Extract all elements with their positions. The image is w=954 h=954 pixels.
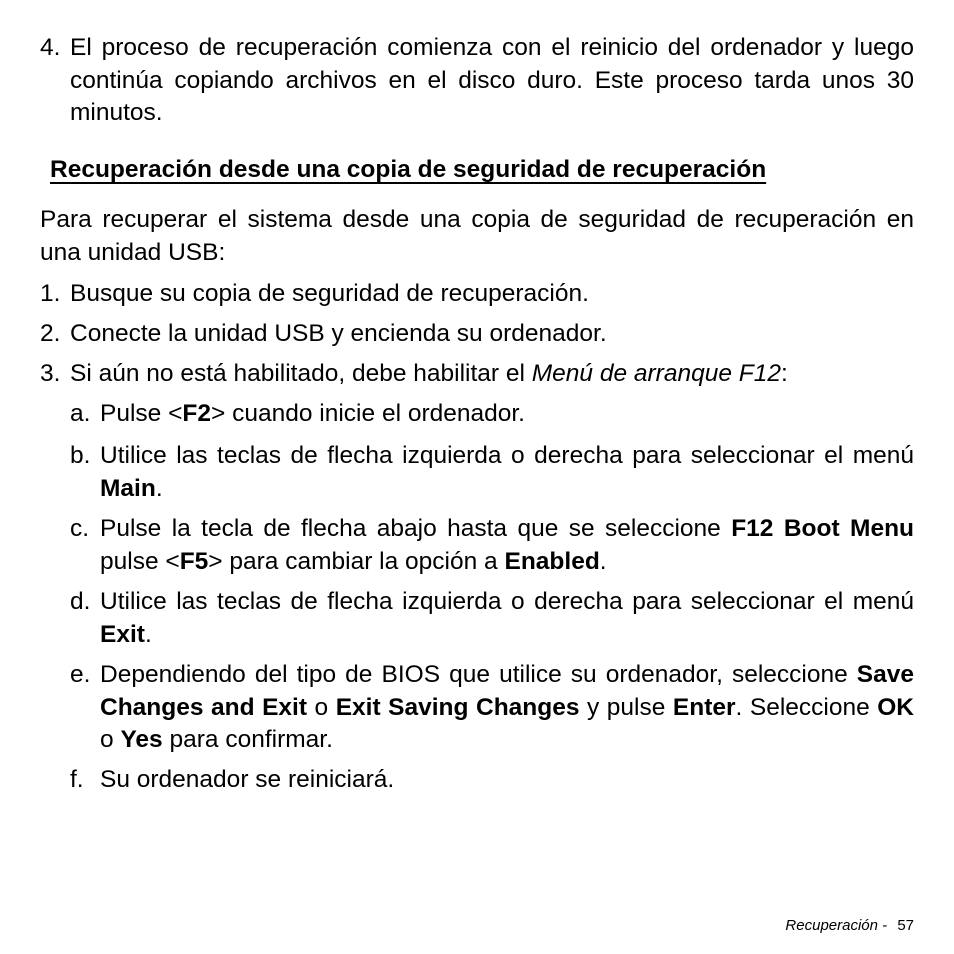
menu-name: F12 Boot Menu bbox=[731, 515, 914, 542]
text-part: y pulse bbox=[579, 693, 673, 721]
substep-a bbox=[70, 398, 914, 431]
step-text: Busque su copia de seguridad de recuperación. bbox=[70, 280, 589, 307]
substep-text bbox=[100, 440, 914, 505]
menu-name: Exit bbox=[100, 620, 145, 648]
step-text bbox=[70, 358, 914, 391]
step-number: 3. bbox=[40, 360, 61, 387]
text-part: > para cambiar la opción a bbox=[208, 547, 505, 575]
option-name: Save Changes and Exit bbox=[100, 661, 914, 721]
substep-label: e. bbox=[70, 661, 91, 688]
intro-paragraph bbox=[40, 204, 914, 269]
option-name: Exit Saving Changes bbox=[335, 693, 580, 721]
text-part: para confirmar. bbox=[162, 726, 333, 753]
substep-b bbox=[70, 440, 914, 505]
text-part: Pulse < bbox=[100, 400, 183, 427]
menu-name-italic: Menú de arranque F12 bbox=[531, 360, 781, 387]
page-footer bbox=[785, 916, 914, 936]
text-part: . bbox=[144, 620, 152, 648]
footer-section: Recuperación - bbox=[785, 917, 888, 934]
substep-label: d. bbox=[70, 588, 91, 615]
step-4 bbox=[40, 32, 914, 130]
text-part: . bbox=[155, 474, 163, 502]
substep-label: f. bbox=[70, 766, 84, 793]
step-number: 4. bbox=[40, 34, 61, 61]
option-name: Yes bbox=[120, 726, 163, 753]
step-3 bbox=[40, 358, 914, 391]
menu-name: Main bbox=[100, 474, 156, 502]
step-text-part: : bbox=[781, 360, 788, 387]
text-part: Utilice las teclas de flecha izquierda o derecha para seleccionar el menú bbox=[100, 442, 914, 469]
step-number: 1. bbox=[40, 280, 61, 307]
text-part: . bbox=[599, 547, 607, 575]
substep-label: a. bbox=[70, 400, 91, 427]
text-part: > cuando inicie el ordenador. bbox=[211, 400, 525, 427]
text-part: Utilice las teclas de flecha izquierda o derecha para seleccionar el menú bbox=[100, 588, 914, 615]
substep-text bbox=[100, 586, 914, 651]
substep-label: b. bbox=[70, 442, 91, 469]
substep-label: c. bbox=[70, 515, 90, 542]
substep-e bbox=[70, 659, 914, 757]
text-part: Dependiendo del tipo de BIOS que utilice su ordenador, seleccione bbox=[100, 661, 857, 688]
step-1 bbox=[40, 278, 914, 311]
substep-text: Su ordenador se reiniciará. bbox=[100, 766, 395, 793]
text-part: Pulse la tecla de flecha abajo hasta que se seleccione bbox=[100, 515, 732, 542]
substep-f bbox=[70, 764, 914, 797]
substep-text bbox=[100, 398, 914, 431]
key-name: Enter bbox=[672, 693, 736, 721]
step-text-part: Si aún no está habilitado, debe habilitar el bbox=[70, 360, 532, 387]
substep-text bbox=[100, 513, 914, 578]
intro-text: Para recuperar el sistema desde una copia de seguridad de recuperación en una unidad USB: bbox=[40, 206, 914, 266]
step-text: El proceso de recuperación comienza con el reinicio del ordenador y luego continúa copiando archivos en el disco duro. Este proceso tarda unos 30 minutos. bbox=[70, 34, 914, 126]
key-name: F2 bbox=[182, 400, 211, 427]
section-heading: Recuperación desde una copia de seguridad de recuperación bbox=[50, 156, 767, 183]
option-value: Enabled bbox=[504, 547, 600, 575]
substep-c bbox=[70, 513, 914, 578]
option-name: OK bbox=[877, 693, 914, 721]
step-text: Conecte la unidad USB y encienda su ordenador. bbox=[70, 320, 607, 347]
text-part: o bbox=[100, 726, 121, 753]
text-part: . Seleccione bbox=[735, 693, 878, 721]
step-2 bbox=[40, 318, 914, 351]
substep-d bbox=[70, 586, 914, 651]
key-name: F5 bbox=[179, 547, 209, 575]
substep-text bbox=[100, 659, 914, 757]
text-part: pulse < bbox=[100, 547, 180, 575]
text-part: o bbox=[307, 693, 336, 721]
step-number: 2. bbox=[40, 320, 61, 347]
page-number: 57 bbox=[897, 917, 914, 934]
